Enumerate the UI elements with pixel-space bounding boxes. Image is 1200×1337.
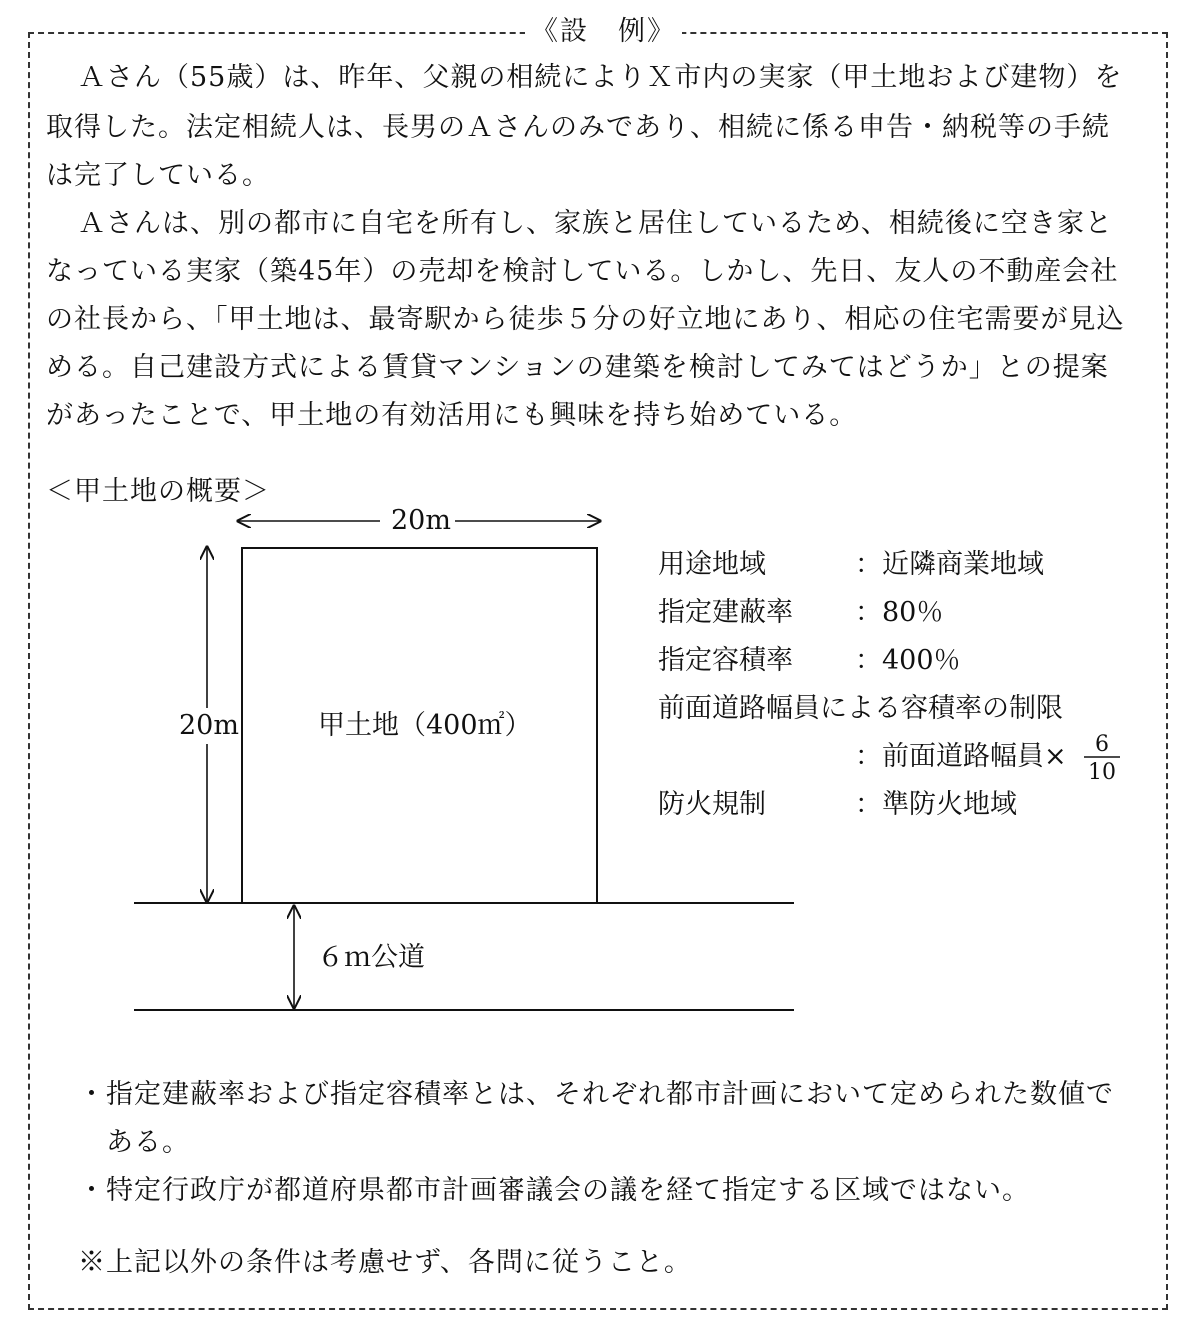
paragraph-line: 取得した。法定相続人は、長男のＡさんのみであり、相続に係る申告・納税等の手続 <box>46 112 1110 143</box>
note-item: ・特定行政庁が都道府県都市計画審議会の議を経て指定する区域ではない。 <box>78 1175 1030 1206</box>
far-label: 指定容積率 <box>658 645 793 676</box>
use-zone-value: ：近隣商業地域 <box>855 549 1044 580</box>
note-item: ・指定建蔽率および指定容積率とは、それぞれ都市計画において定められた数値で <box>78 1079 1114 1110</box>
footnote: ※上記以外の条件は考慮せず、各問に従うこと。 <box>78 1247 692 1278</box>
paragraph-line: Ａさん（55歳）は、昨年、父親の相続によりＸ市内の実家（甲土地および建物）を <box>78 62 1123 93</box>
land-label: 甲土地（400㎡） <box>318 710 532 741</box>
paragraph-line: の社長から、「甲土地は、最寄駅から徒歩５分の好立地にあり、相応の住宅需要が見込 <box>46 304 1125 335</box>
box-title: 《設 例》 <box>525 14 682 50</box>
note-item: ある。 <box>78 1127 190 1158</box>
paragraph-line: は完了している。 <box>46 160 270 191</box>
road-limit-label: 前面道路幅員による容積率の制限 <box>658 693 1063 724</box>
paragraph-line: があったことで、甲土地の有効活用にも興味を持ち始めている。 <box>46 400 858 431</box>
paragraph-line: める。自己建設方式による賃貸マンションの建築を検討してみてはどうか」との提案 <box>46 352 1109 383</box>
paragraph-line: なっている実家（築45年）の売却を検討している。しかし、先日、友人の不動産会社 <box>46 256 1119 287</box>
paragraph-line: Ａさんは、別の都市に自宅を所有し、家族と居住しているため、相続後に空き家と <box>78 208 1113 239</box>
fraction-denominator: 10 <box>1088 760 1116 785</box>
bcr-value: ：80％ <box>855 597 944 628</box>
width-label: 20m <box>389 503 453 539</box>
road-label: ６ｍ公道 <box>317 942 425 973</box>
section-heading: ＜甲土地の概要＞ <box>46 476 270 507</box>
fire-value: ：準防火地域 <box>855 789 1017 820</box>
fraction-numerator: 6 <box>1095 732 1109 757</box>
depth-label: 20m <box>177 708 241 744</box>
fire-label: 防火規制 <box>658 789 766 820</box>
far-value: ：400％ <box>855 645 961 676</box>
road-limit-value: ：前面道路幅員× <box>855 741 1067 772</box>
use-zone-label: 用途地域 <box>658 549 766 580</box>
bcr-label: 指定建蔽率 <box>658 597 793 628</box>
